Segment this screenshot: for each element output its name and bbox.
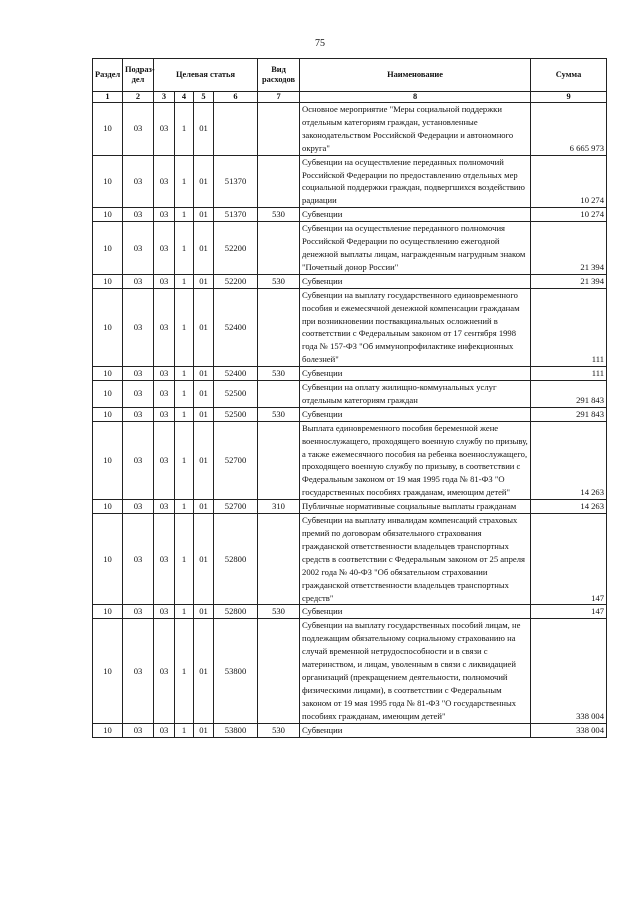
cell-cs-program: 03	[154, 367, 175, 381]
cell-cs-code: 52800	[214, 605, 258, 619]
cell-summa: 111	[531, 288, 607, 366]
cell-cs-code: 52200	[214, 274, 258, 288]
table-row	[93, 619, 607, 723]
table-row	[93, 222, 607, 275]
cell-naimenovanie: Публичные нормативные социальные выплаты гражданам	[300, 500, 531, 514]
cell-naimenovanie: Субвенции	[300, 274, 531, 288]
cell-summa: 147	[531, 514, 607, 605]
cell-naimenovanie: Основное мероприятие "Меры социальной поддержки отдельным категориям граждан, установленные законодательством Российской Федерации и автономного округа"	[300, 103, 531, 156]
cell-razdel: 10	[93, 723, 123, 737]
cell-cs-event: 01	[194, 155, 214, 208]
cell-naimenovanie: Субвенции	[300, 723, 531, 737]
cell-cs-program: 03	[154, 421, 175, 499]
cell-vid-rashodov	[258, 381, 300, 408]
cell-cs-code: 53800	[214, 619, 258, 723]
cell-cs-subprogram: 1	[175, 208, 194, 222]
cell-naimenovanie: Субвенции	[300, 407, 531, 421]
cell-cs-subprogram: 1	[175, 723, 194, 737]
cell-summa: 21 394	[531, 274, 607, 288]
cell-cs-subprogram: 1	[175, 103, 194, 156]
cell-summa: 10 274	[531, 208, 607, 222]
cell-vid-rashodov: 530	[258, 208, 300, 222]
cell-summa: 291 843	[531, 381, 607, 408]
cell-summa: 14 263	[531, 421, 607, 499]
cell-razdel: 10	[93, 208, 123, 222]
cell-summa: 111	[531, 367, 607, 381]
cell-vid-rashodov: 530	[258, 274, 300, 288]
table-row	[93, 155, 607, 208]
cell-cs-code: 51370	[214, 155, 258, 208]
cell-cs-event: 01	[194, 381, 214, 408]
header-celevaya-statya: Целевая статья	[154, 59, 258, 92]
cell-vid-rashodov	[258, 222, 300, 275]
cell-razdel: 10	[93, 222, 123, 275]
column-number: 6	[214, 92, 258, 103]
table-row	[93, 407, 607, 421]
cell-cs-subprogram: 1	[175, 421, 194, 499]
cell-summa: 338 004	[531, 723, 607, 737]
column-number: 9	[531, 92, 607, 103]
cell-naimenovanie: Субвенции на выплату государственного единовременного пособия и ежемесячной денежной компенсации гражданам при возникновении поствакцинальных осложнений в соответствии с Федеральным законом от 17 сентября 1998 года № 157-ФЗ "Об иммунопрофилактике инфекционных болезней"	[300, 288, 531, 366]
column-number: 5	[194, 92, 214, 103]
cell-podrazdel: 03	[123, 619, 154, 723]
cell-cs-program: 03	[154, 605, 175, 619]
cell-razdel: 10	[93, 500, 123, 514]
table-row	[93, 103, 607, 156]
cell-cs-code: 53800	[214, 723, 258, 737]
cell-summa: 291 843	[531, 407, 607, 421]
cell-cs-event: 01	[194, 514, 214, 605]
table-row	[93, 274, 607, 288]
cell-naimenovanie: Субвенции на оплату жилищно-коммунальных услуг отдельным категориям граждан	[300, 381, 531, 408]
cell-vid-rashodov: 310	[258, 500, 300, 514]
table-row	[93, 500, 607, 514]
cell-cs-code: 52400	[214, 288, 258, 366]
cell-cs-event: 01	[194, 421, 214, 499]
cell-podrazdel: 03	[123, 500, 154, 514]
cell-naimenovanie: Субвенции на осуществление переданного полномочия Российской Федерации по осуществлению ежегодной денежной выплаты лицам, награжденным нагрудным знаком "Почетный донор России"	[300, 222, 531, 275]
cell-cs-code	[214, 103, 258, 156]
table-row	[93, 367, 607, 381]
cell-podrazdel: 03	[123, 723, 154, 737]
cell-razdel: 10	[93, 155, 123, 208]
cell-razdel: 10	[93, 421, 123, 499]
cell-vid-rashodov	[258, 155, 300, 208]
cell-vid-rashodov	[258, 619, 300, 723]
column-number: 2	[123, 92, 154, 103]
cell-naimenovanie: Субвенции	[300, 367, 531, 381]
header-naimenovanie: Наименование	[300, 59, 531, 92]
cell-cs-event: 01	[194, 605, 214, 619]
cell-vid-rashodov: 530	[258, 367, 300, 381]
cell-razdel: 10	[93, 407, 123, 421]
cell-cs-subprogram: 1	[175, 500, 194, 514]
cell-cs-subprogram: 1	[175, 288, 194, 366]
column-number: 1	[93, 92, 123, 103]
cell-cs-event: 01	[194, 407, 214, 421]
table-row	[93, 208, 607, 222]
cell-vid-rashodov: 530	[258, 723, 300, 737]
cell-cs-event: 01	[194, 619, 214, 723]
cell-summa: 6 665 973	[531, 103, 607, 156]
column-number: 8	[300, 92, 531, 103]
cell-cs-program: 03	[154, 155, 175, 208]
cell-podrazdel: 03	[123, 274, 154, 288]
table-row	[93, 288, 607, 366]
cell-naimenovanie: Субвенции на выплату инвалидам компенсаций страховых премий по договорам обязательного страхования гражданской ответственности владельцев транспортных средств в соответствии с Федеральным законом от 25 апреля 2002 года № 40-ФЗ "Об обязательном страховании гражданской ответственности владельцев транспортных средств"	[300, 514, 531, 605]
cell-vid-rashodov: 530	[258, 407, 300, 421]
cell-cs-event: 01	[194, 274, 214, 288]
cell-razdel: 10	[93, 274, 123, 288]
cell-cs-code: 52200	[214, 222, 258, 275]
cell-cs-program: 03	[154, 381, 175, 408]
cell-summa: 147	[531, 605, 607, 619]
header-vid-rashodov: Вид расходов	[258, 59, 300, 92]
cell-vid-rashodov	[258, 514, 300, 605]
cell-podrazdel: 03	[123, 155, 154, 208]
cell-naimenovanie: Субвенции	[300, 605, 531, 619]
cell-vid-rashodov: 530	[258, 605, 300, 619]
column-number: 3	[154, 92, 175, 103]
cell-cs-program: 03	[154, 407, 175, 421]
cell-cs-program: 03	[154, 514, 175, 605]
cell-cs-event: 01	[194, 723, 214, 737]
cell-podrazdel: 03	[123, 222, 154, 275]
cell-cs-code: 51370	[214, 208, 258, 222]
cell-podrazdel: 03	[123, 367, 154, 381]
cell-cs-subprogram: 1	[175, 367, 194, 381]
header-summa: Сумма	[531, 59, 607, 92]
cell-cs-subprogram: 1	[175, 407, 194, 421]
cell-podrazdel: 03	[123, 421, 154, 499]
cell-podrazdel: 03	[123, 288, 154, 366]
cell-naimenovanie: Субвенции на выплату государственных пособий лицам, не подлежащим обязательному социальному страхованию на случай временной нетрудоспособности и в связи с материнством, и лицам, уволенным в связи с ликвидацией организаций (прекращением деятельности, полномочий физическими лицами), в соответствии с Федеральным законом от 19 мая 1995 года № 81-ФЗ "О государственных пособиях гражданам, имеющим детей"	[300, 619, 531, 723]
cell-razdel: 10	[93, 514, 123, 605]
cell-razdel: 10	[93, 619, 123, 723]
table-header	[93, 59, 607, 103]
cell-cs-program: 03	[154, 274, 175, 288]
cell-cs-program: 03	[154, 619, 175, 723]
table-row	[93, 514, 607, 605]
cell-cs-subprogram: 1	[175, 619, 194, 723]
cell-razdel: 10	[93, 381, 123, 408]
cell-cs-program: 03	[154, 500, 175, 514]
table-row	[93, 421, 607, 499]
table-body	[93, 103, 607, 738]
cell-cs-program: 03	[154, 222, 175, 275]
cell-razdel: 10	[93, 605, 123, 619]
cell-summa: 14 263	[531, 500, 607, 514]
cell-razdel: 10	[93, 367, 123, 381]
cell-cs-event: 01	[194, 500, 214, 514]
cell-podrazdel: 03	[123, 407, 154, 421]
column-numbers-row	[93, 92, 607, 103]
table-row	[93, 723, 607, 737]
cell-cs-code: 52700	[214, 421, 258, 499]
cell-vid-rashodov	[258, 288, 300, 366]
cell-cs-subprogram: 1	[175, 605, 194, 619]
cell-cs-program: 03	[154, 103, 175, 156]
cell-naimenovanie: Субвенции на осуществление переданных полномочий Российской Федерации по предоставлению отдельных мер социальной поддержки граждан, подвергшихся воздействию радиации	[300, 155, 531, 208]
table-row	[93, 381, 607, 408]
cell-cs-event: 01	[194, 103, 214, 156]
budget-table	[92, 58, 607, 738]
cell-cs-event: 01	[194, 288, 214, 366]
cell-razdel: 10	[93, 288, 123, 366]
header-podrazdel: Подраз-дел	[123, 59, 154, 92]
cell-podrazdel: 03	[123, 514, 154, 605]
cell-naimenovanie: Выплата единовременного пособия беременной жене военнослужащего, проходящего военную службу по призыву, а также ежемесячного пособия на ребенка военнослужащего, проходящего военную службу по призыву, в соответствии с Федеральным законом от 19 мая 1995 года № 81-ФЗ "О государственных пособиях гражданам, имеющим детей"	[300, 421, 531, 499]
cell-cs-program: 03	[154, 208, 175, 222]
column-number: 4	[175, 92, 194, 103]
cell-summa: 338 004	[531, 619, 607, 723]
cell-cs-subprogram: 1	[175, 514, 194, 605]
cell-podrazdel: 03	[123, 381, 154, 408]
cell-podrazdel: 03	[123, 208, 154, 222]
cell-cs-code: 52500	[214, 381, 258, 408]
page-number: 75	[315, 38, 325, 49]
cell-cs-program: 03	[154, 288, 175, 366]
cell-cs-event: 01	[194, 367, 214, 381]
cell-cs-subprogram: 1	[175, 274, 194, 288]
cell-cs-subprogram: 1	[175, 155, 194, 208]
cell-cs-subprogram: 1	[175, 222, 194, 275]
cell-podrazdel: 03	[123, 605, 154, 619]
cell-cs-program: 03	[154, 723, 175, 737]
cell-vid-rashodov	[258, 103, 300, 156]
cell-cs-code: 52700	[214, 500, 258, 514]
cell-summa: 10 274	[531, 155, 607, 208]
column-number: 7	[258, 92, 300, 103]
cell-cs-code: 52500	[214, 407, 258, 421]
cell-cs-event: 01	[194, 222, 214, 275]
cell-cs-subprogram: 1	[175, 381, 194, 408]
cell-razdel: 10	[93, 103, 123, 156]
cell-cs-event: 01	[194, 208, 214, 222]
cell-cs-code: 52800	[214, 514, 258, 605]
cell-naimenovanie: Субвенции	[300, 208, 531, 222]
header-razdel: Раздел	[93, 59, 123, 92]
cell-summa: 21 394	[531, 222, 607, 275]
cell-vid-rashodov	[258, 421, 300, 499]
cell-podrazdel: 03	[123, 103, 154, 156]
cell-cs-code: 52400	[214, 367, 258, 381]
table-row	[93, 605, 607, 619]
